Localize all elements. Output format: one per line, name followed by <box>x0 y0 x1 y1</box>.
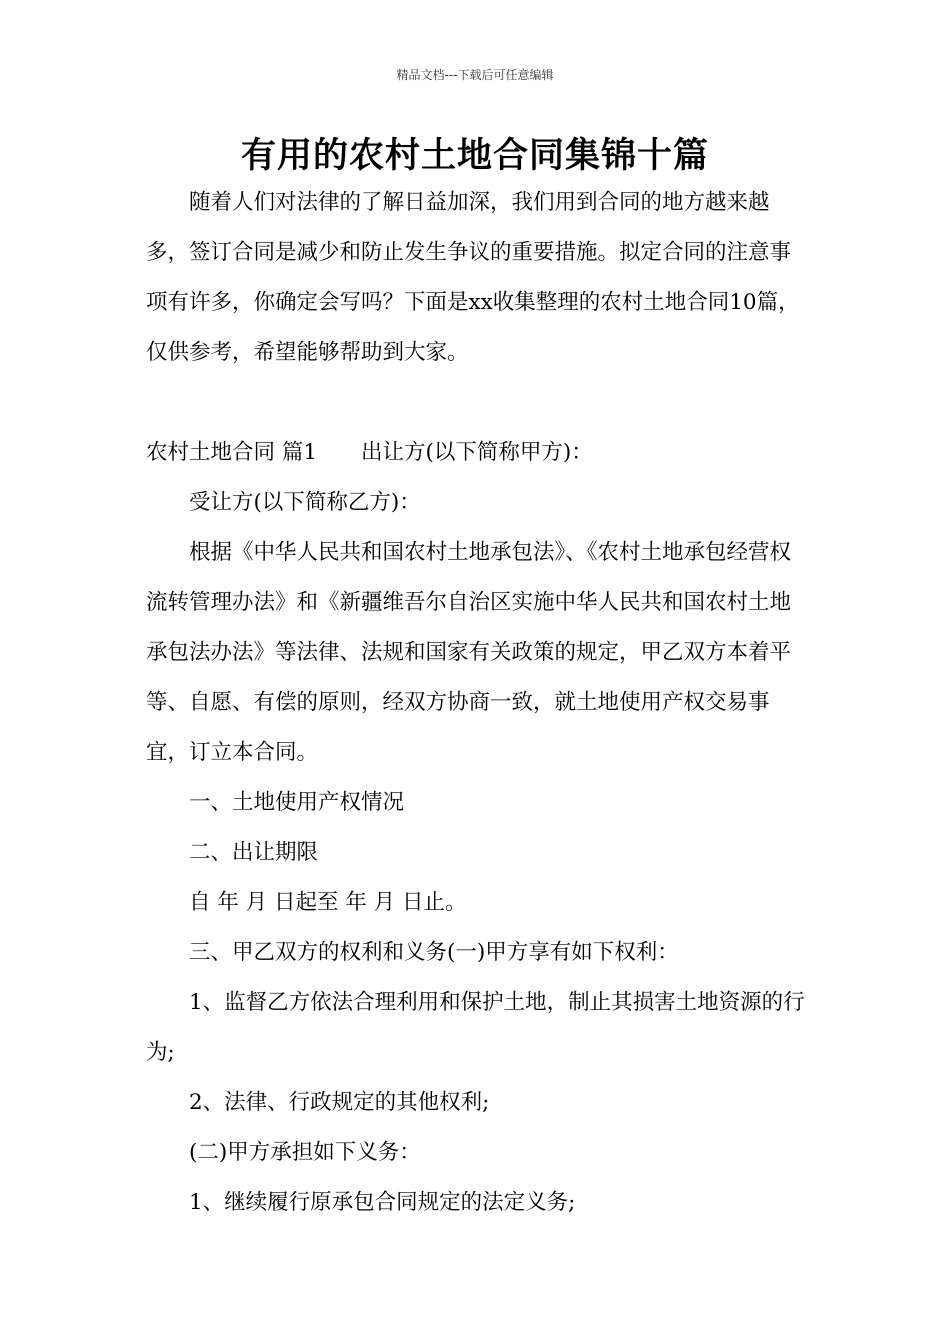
blank-line <box>146 378 806 428</box>
party-b-paragraph: 受让方(以下简称乙方)： <box>189 490 421 515</box>
section-heading: 农村土地合同 篇1 <box>146 440 318 465</box>
term-paragraph: 自 年 月 日起至 年 月 日止。 <box>189 890 467 915</box>
clause-2-heading: 二、出让期限 <box>189 840 319 865</box>
party-a-label: 出让方(以下简称甲方)： <box>361 440 593 465</box>
obligation-1-paragraph: 1、继续履行原承包合同规定的法定义务; <box>189 1190 576 1215</box>
basis-paragraph: 根据《中华人民共和国农村土地承包法》、《农村土地承包经营权流转管理办法》和《新疆维吾尔自治区实施中华人民共和国农村土地承包法办法》等法律、法规和国家有关政策的规定，甲乙双方本着平等、自愿、有偿的原则，经双方协商一致，就土地使用产权交易事宜，订立本合同。 <box>146 540 792 765</box>
right-2-paragraph: 2、法律、行政规定的其他权利; <box>189 1090 490 1115</box>
section-heading-line <box>146 428 806 478</box>
intro-paragraph: 随着人们对法律的了解日益加深，我们用到合同的地方越来越多，签订合同是减少和防止发生争议的重要措施。拟定合同的注意事项有许多，你确定会写吗？下面是xx收集整理的农村土地合同10篇，仅供参考，希望能够帮助到大家。 <box>146 190 800 365</box>
clause-1-heading: 一、土地使用产权情况 <box>189 790 405 815</box>
clause-3-heading: 三、甲乙双方的权利和义务(一)甲方享有如下权利： <box>189 940 679 965</box>
document-body <box>146 178 806 1228</box>
document-title: 有用的农村土地合同集锦十篇 <box>240 136 709 176</box>
page-header: 精品文档---下载后可任意编辑 <box>396 68 554 82</box>
obligations-heading: (二)甲方承担如下义务： <box>189 1140 421 1165</box>
right-1-paragraph: 1、监督乙方依法合理利用和保护土地，制止其损害土地资源的行为; <box>146 990 805 1065</box>
